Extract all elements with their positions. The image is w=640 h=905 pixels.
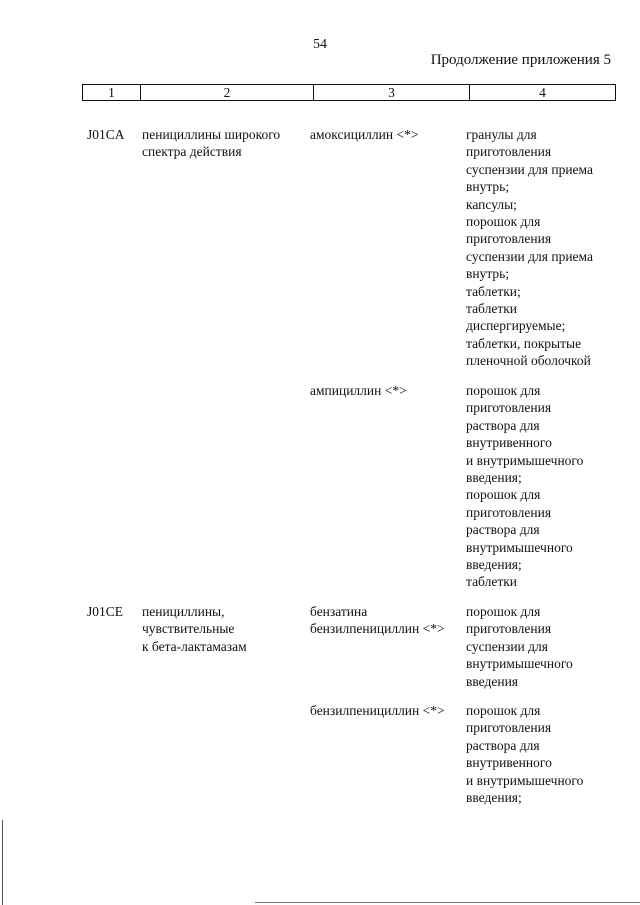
scan-edge-line [2,820,3,905]
scan-bottom-line [255,902,640,903]
column-number-2: 2 [141,85,314,101]
drug-name: бензилпенициллин <*> [310,703,445,718]
column-number-1: 1 [83,85,141,101]
column-number-3: 3 [314,85,470,101]
atc-code: J01CA [87,127,125,142]
page-number: 54 [313,37,327,52]
pharmacological-group: пенициллины, чувствительные к бета-лактамазам [142,604,247,654]
column-number-header [82,84,616,101]
drug-name: ампициллин <*> [310,383,407,398]
drug-name: бензатина бензилпенициллин <*> [310,604,445,637]
dosage-forms: порошок для приготовления раствора для внутривенного и внутримышечного введения; [466,703,584,806]
column-number-4: 4 [470,85,616,101]
dosage-forms: гранулы для приготовления суспензии для приема внутрь; капсулы; порошок для приготовления суспензии для приема внутрь; таблетки; таблетки диспергируемые; таблетки, покрытые пленочной оболочкой [466,127,593,369]
atc-code: J01CE [87,604,124,619]
dosage-forms: порошок для приготовления раствора для внутривенного и внутримышечного введения; порошок для приготовления раствора для внутримышечного введения; таблетки [466,383,584,590]
pharmacological-group: пенициллины широкого спектра действия [142,127,281,160]
dosage-forms: порошок для приготовления суспензии для внутримышечного введения [466,604,573,689]
appendix-continuation-heading: Продолжение приложения 5 [430,52,611,68]
drug-name: амоксициллин <*> [310,127,419,142]
